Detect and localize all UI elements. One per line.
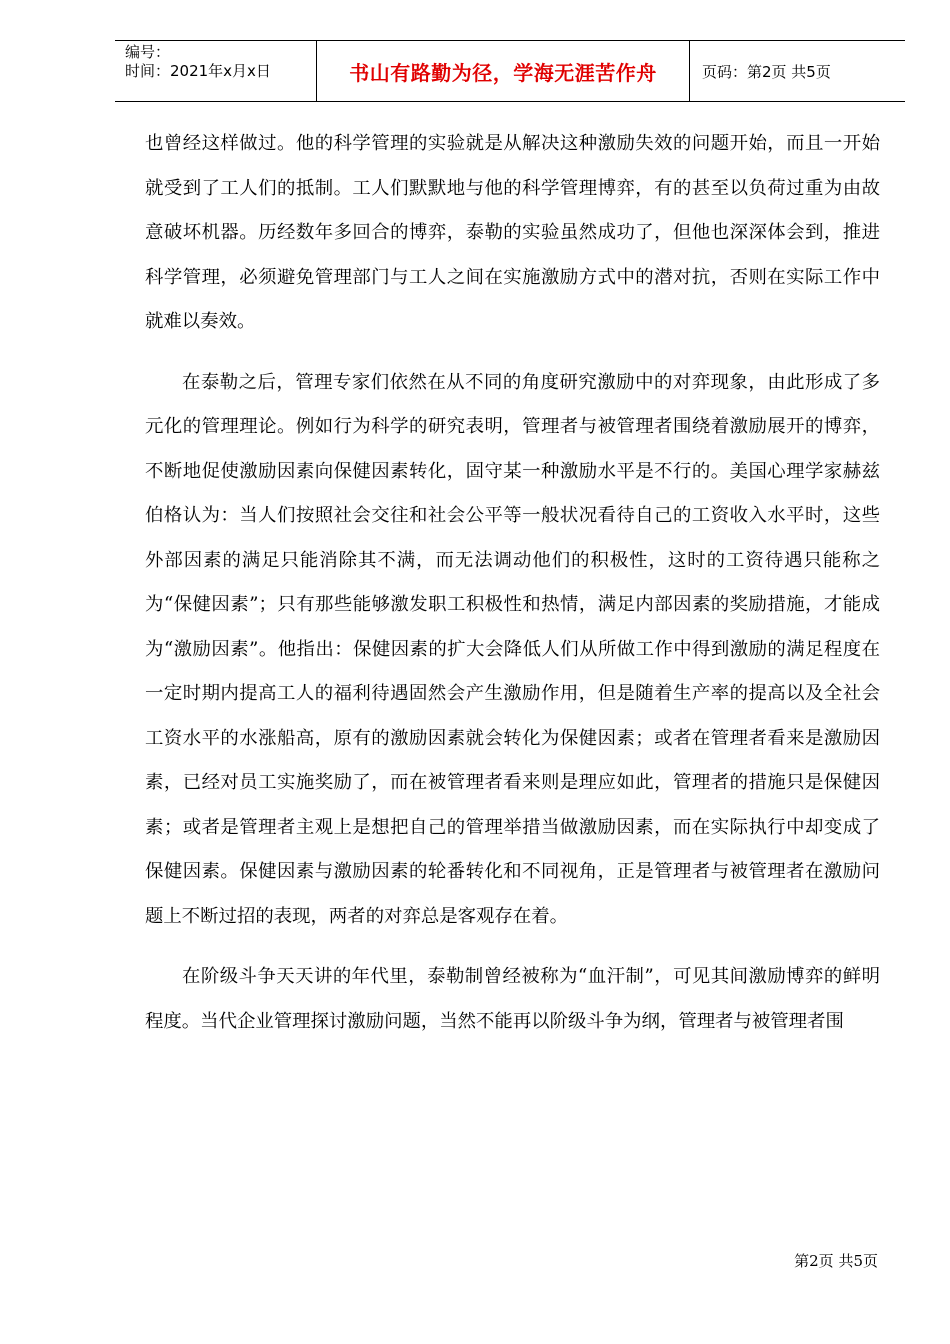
document-body [145, 122, 880, 1044]
paragraph-1: 也曾经这样做过。他的科学管理的实验就是从解决这种激励失效的问题开始，而且一开始就受到了工人们的抵制。工人们默默地与他的科学管理博弈，有的甚至以负荷过重为由故意破坏机器。历经数年多回合的博弈，泰勒的实验虽然成功了，但他也深深体会到，推进科学管理，必须避免管理部门与工人之间在实施激励方式中的潜对抗，否则在实际工作中就难以奏效。 [145, 133, 880, 332]
document-date-label: 时间：2021年x月x日 [125, 62, 271, 80]
header-meta-cell [115, 41, 317, 101]
header-page-number: 页码：第2页 共5页 [702, 62, 831, 81]
page-header [115, 40, 905, 102]
header-motto: 书山有路勤为径，学海无涯苦作舟 [317, 41, 690, 101]
document-number-label: 编号： [125, 43, 171, 61]
paragraph-2: 在泰勒之后，管理专家们依然在从不同的角度研究激励中的对弈现象，由此形成了多元化的管理理论。例如行为科学的研究表明，管理者与被管理者围绕着激励展开的博弈，不断地促使激励因素向保健因素转化，固守某一种激励水平是不行的。美国心理学家赫兹伯格认为：当人们按照社会交往和社会公平等一般状况看待自己的工资收入水平时，这些外部因素的满足只能消除其不满，而无法调动他们的积极性，这时的工资待遇只能称之为“保健因素”；只有那些能够激发职工积极性和热情，满足内部因素的奖励措施，才能成为“激励因素”。他指出：保健因素的扩大会降低人们从所做工作中得到激励的满足程度在一定时期内提高工人的福利待遇固然会产生激励作用，但是随着生产率的提高以及全社会工资水平的水涨船高，原有的激励因素就会转化为保健因素；或者在管理者看来是激励因素，已经对员工实施奖励了，而在被管理者看来则是理应如此，管理者的措施只是保健因素；或者是管理者主观上是想把自己的管理举措当做激励因素，而在实际执行中却变成了保健因素。保健因素与激励因素的轮番转化和不同视角，正是管理者与被管理者在激励问题上不断过招的表现，两者的对弈总是客观存在着。 [145, 371, 880, 927]
paragraph-3: 在阶级斗争天天讲的年代里，泰勒制曾经被称为“血汗制”，可见其间激励博弈的鲜明程度。当代企业管理探讨激励问题，当然不能再以阶级斗争为纲，管理者与被管理者围 [145, 966, 880, 1032]
footer-page-number: 第2页 共5页 [794, 1252, 878, 1270]
